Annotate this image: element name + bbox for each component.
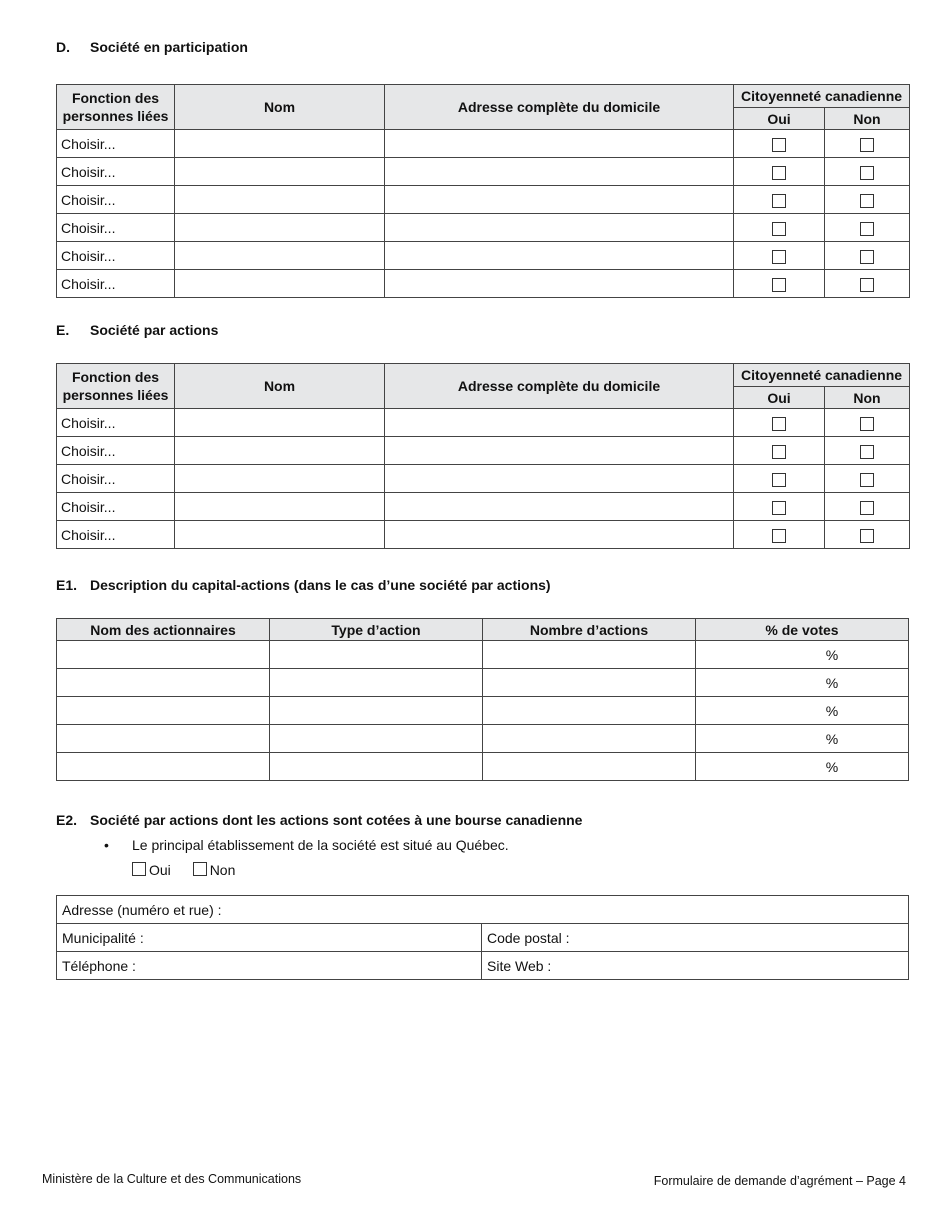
adresse-field[interactable]	[385, 493, 734, 521]
section-d-title: Société en participation	[90, 39, 248, 55]
section-e2-letter: E2.	[56, 812, 78, 828]
header-adresse: Adresse complète du domicile	[385, 364, 734, 409]
nombre-actions-field[interactable]	[483, 753, 696, 781]
municipality-field[interactable]	[57, 924, 482, 952]
nom-field[interactable]	[175, 270, 385, 298]
table-row	[57, 521, 910, 549]
non-checkbox[interactable]	[860, 529, 874, 543]
fonction-select[interactable]: Choisir...	[57, 130, 175, 158]
oui-checkbox[interactable]	[772, 138, 786, 152]
actionnaire-field[interactable]	[57, 753, 270, 781]
section-e1-heading	[56, 577, 551, 593]
section-e1-letter: E1.	[56, 577, 78, 593]
non-checkbox[interactable]	[860, 250, 874, 264]
actionnaire-field[interactable]	[57, 725, 270, 753]
table-row	[57, 493, 910, 521]
table-row	[57, 725, 909, 753]
bullet-symbol: •	[104, 837, 109, 853]
address-label: Adresse (numéro et rue) :	[62, 901, 222, 918]
actionnaire-field[interactable]	[57, 669, 270, 697]
table-row	[57, 753, 909, 781]
postal-code-label: Code postal :	[487, 929, 570, 946]
section-d-heading	[56, 39, 248, 55]
header-fonction: Fonction des personnes liées	[57, 364, 175, 409]
fonction-select[interactable]: Choisir...	[57, 493, 175, 521]
nom-field[interactable]	[175, 130, 385, 158]
fonction-select[interactable]: Choisir...	[57, 465, 175, 493]
votes-field[interactable]	[696, 725, 909, 753]
section-d-letter: D.	[56, 39, 70, 55]
votes-field[interactable]	[696, 753, 909, 781]
table-row	[57, 409, 910, 437]
table-row	[57, 158, 910, 186]
votes-field[interactable]	[696, 697, 909, 725]
table-row	[57, 270, 910, 298]
fonction-select[interactable]: Choisir...	[57, 409, 175, 437]
adresse-field[interactable]	[385, 409, 734, 437]
percent-sign: %	[825, 758, 839, 775]
postal-code-field[interactable]	[482, 924, 909, 952]
percent-sign: %	[825, 730, 839, 747]
section-e1-table	[56, 618, 909, 781]
oui-checkbox[interactable]	[772, 194, 786, 208]
header-type-action: Type d’action	[270, 619, 483, 641]
actionnaire-field[interactable]	[57, 641, 270, 669]
nom-field[interactable]	[175, 493, 385, 521]
non-checkbox[interactable]	[860, 194, 874, 208]
non-checkbox[interactable]	[860, 473, 874, 487]
adresse-field[interactable]	[385, 158, 734, 186]
header-citoyennete: Citoyenneté canadienne	[734, 85, 910, 108]
non-checkbox[interactable]	[860, 417, 874, 431]
adresse-field[interactable]	[385, 242, 734, 270]
adresse-field[interactable]	[385, 437, 734, 465]
header-nom: Nom	[175, 364, 385, 409]
bullet-text: Le principal établissement de la société est situé au Québec.	[132, 837, 509, 853]
option-oui[interactable]	[132, 862, 171, 878]
address-field[interactable]	[57, 896, 909, 924]
table-row	[57, 697, 909, 725]
phone-field[interactable]	[57, 952, 482, 980]
section-e-table	[56, 363, 910, 549]
votes-field[interactable]	[696, 641, 909, 669]
oui-checkbox[interactable]	[772, 529, 786, 543]
nom-field[interactable]	[175, 437, 385, 465]
actionnaire-field[interactable]	[57, 697, 270, 725]
non-checkbox[interactable]	[193, 862, 207, 876]
header-citoyennete: Citoyenneté canadienne	[734, 364, 910, 387]
website-label: Site Web :	[487, 957, 552, 974]
oui-checkbox[interactable]	[132, 862, 146, 876]
adresse-field[interactable]	[385, 465, 734, 493]
table-row	[57, 641, 909, 669]
nom-field[interactable]	[175, 409, 385, 437]
option-non[interactable]	[193, 862, 236, 878]
type-action-field[interactable]	[270, 669, 483, 697]
header-nombre-actions: Nombre d’actions	[483, 619, 696, 641]
nombre-actions-field[interactable]	[483, 725, 696, 753]
non-checkbox[interactable]	[860, 166, 874, 180]
percent-sign: %	[825, 702, 839, 719]
oui-checkbox[interactable]	[772, 417, 786, 431]
header-pct-votes: % de votes	[696, 619, 909, 641]
nom-field[interactable]	[175, 158, 385, 186]
fonction-select[interactable]: Choisir...	[57, 186, 175, 214]
section-e-letter: E.	[56, 322, 70, 338]
footer-page-info: Formulaire de demande d’agrément – Page 4	[653, 1174, 906, 1188]
header-non: Non	[825, 108, 910, 130]
non-checkbox[interactable]	[860, 445, 874, 459]
website-field[interactable]	[482, 952, 909, 980]
nom-field[interactable]	[175, 242, 385, 270]
section-e-heading	[56, 322, 218, 338]
oui-checkbox[interactable]	[772, 501, 786, 515]
phone-label: Téléphone :	[62, 957, 136, 974]
type-action-field[interactable]	[270, 753, 483, 781]
header-nom-actionnaires: Nom des actionnaires	[57, 619, 270, 641]
municipality-label: Municipalité :	[62, 929, 144, 946]
bullet-item	[104, 837, 509, 853]
table-row	[57, 465, 910, 493]
table-row	[57, 130, 910, 158]
non-checkbox[interactable]	[860, 222, 874, 236]
non-checkbox[interactable]	[860, 501, 874, 515]
percent-sign: %	[825, 674, 839, 691]
type-action-field[interactable]	[270, 725, 483, 753]
option-oui-label: Oui	[149, 862, 171, 878]
adresse-field[interactable]	[385, 186, 734, 214]
nombre-actions-field[interactable]	[483, 641, 696, 669]
table-row	[57, 242, 910, 270]
fonction-select[interactable]: Choisir...	[57, 270, 175, 298]
header-oui: Oui	[734, 108, 825, 130]
non-checkbox[interactable]	[860, 138, 874, 152]
fonction-select[interactable]: Choisir...	[57, 214, 175, 242]
section-d-table	[56, 84, 910, 298]
percent-sign: %	[825, 646, 839, 663]
section-e2-title: Société par actions dont les actions sont cotées à une bourse canadienne	[90, 812, 583, 828]
adresse-field[interactable]	[385, 521, 734, 549]
adresse-field[interactable]	[385, 270, 734, 298]
oui-checkbox[interactable]	[772, 473, 786, 487]
table-row	[57, 437, 910, 465]
section-e2-heading	[56, 812, 582, 828]
header-fonction: Fonction des personnes liées	[57, 85, 175, 130]
header-adresse: Adresse complète du domicile	[385, 85, 734, 130]
nom-field[interactable]	[175, 521, 385, 549]
table-row	[57, 214, 910, 242]
address-table	[56, 895, 909, 980]
type-action-field[interactable]	[270, 641, 483, 669]
nom-field[interactable]	[175, 186, 385, 214]
option-non-label: Non	[209, 862, 236, 878]
section-e1-title: Description du capital-actions (dans le cas d’une société par actions)	[90, 577, 551, 593]
header-oui: Oui	[734, 387, 825, 409]
nom-field[interactable]	[175, 465, 385, 493]
table-row	[57, 186, 910, 214]
section-e-title: Société par actions	[90, 322, 219, 338]
oui-checkbox[interactable]	[772, 278, 786, 292]
oui-checkbox[interactable]	[772, 250, 786, 264]
footer-ministry: Ministère de la Culture et des Communications	[42, 1172, 302, 1186]
adresse-field[interactable]	[385, 130, 734, 158]
oui-checkbox[interactable]	[772, 445, 786, 459]
type-action-field[interactable]	[270, 697, 483, 725]
fonction-select[interactable]: Choisir...	[57, 158, 175, 186]
oui-checkbox[interactable]	[772, 166, 786, 180]
nombre-actions-field[interactable]	[483, 669, 696, 697]
fonction-select[interactable]: Choisir...	[57, 521, 175, 549]
nombre-actions-field[interactable]	[483, 697, 696, 725]
fonction-select[interactable]: Choisir...	[57, 437, 175, 465]
adresse-field[interactable]	[385, 214, 734, 242]
header-non: Non	[825, 387, 910, 409]
oui-checkbox[interactable]	[772, 222, 786, 236]
quebec-options	[132, 862, 253, 878]
fonction-select[interactable]: Choisir...	[57, 242, 175, 270]
table-row	[57, 669, 909, 697]
header-nom: Nom	[175, 85, 385, 130]
votes-field[interactable]	[696, 669, 909, 697]
non-checkbox[interactable]	[860, 278, 874, 292]
nom-field[interactable]	[175, 214, 385, 242]
